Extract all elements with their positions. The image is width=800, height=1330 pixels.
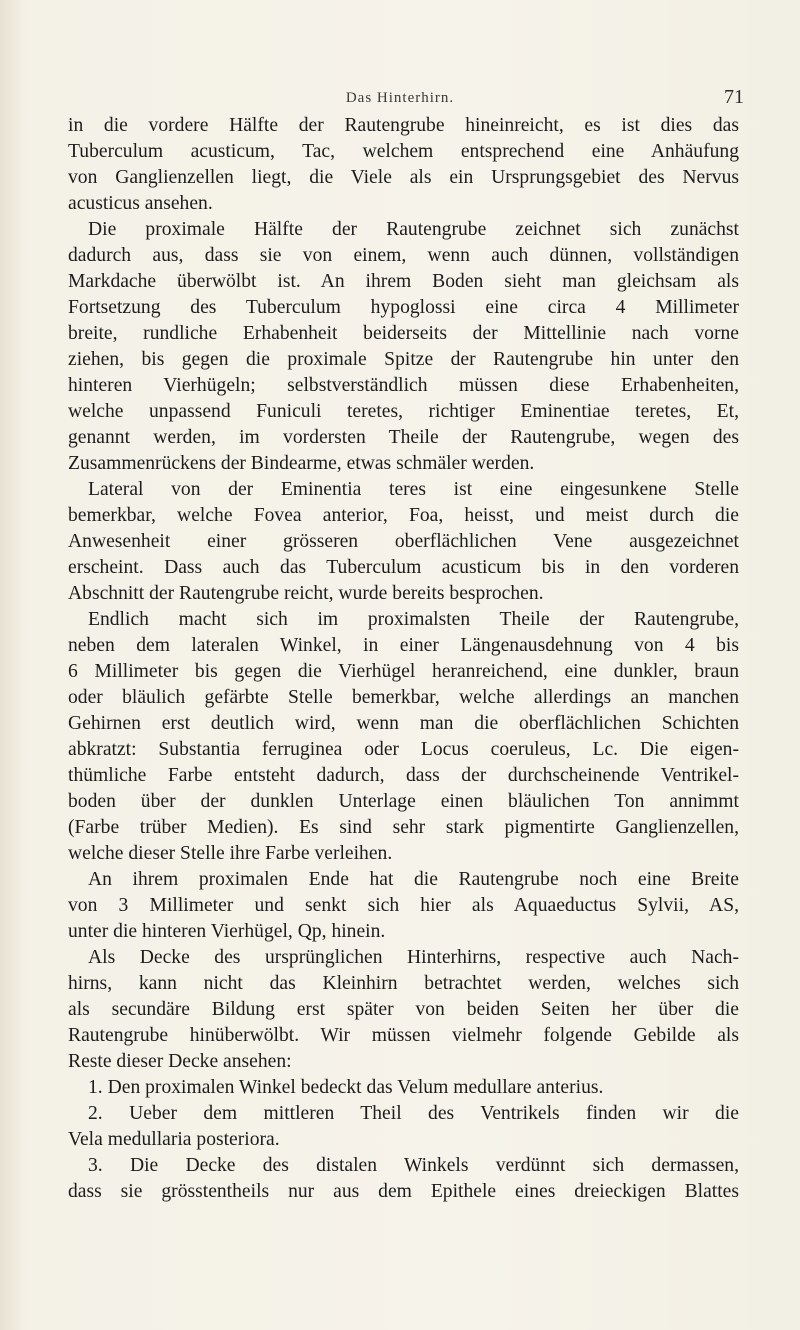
text-line: Zusammenrückens der Bindearme, etwas schmäler werden. [68, 453, 535, 474]
body-text [68, 113, 739, 1205]
text-line: oder bläulich gefärbte Stelle bemerkbar, welche allerdings an manchen [68, 687, 739, 708]
text-line: (Farbe trüber Medien). Es sind sehr stark pigmentirte Ganglienzellen, [68, 817, 739, 838]
text-line: Rautengrube hinüberwölbt. Wir müssen vielmehr folgende Gebilde als [68, 1025, 739, 1046]
text-line: Markdache überwölbt ist. An ihrem Boden sieht man gleichsam als [68, 271, 739, 292]
text-line: 6 Millimeter bis gegen die Vierhügel heranreichend, eine dunkler, braun [68, 661, 739, 682]
text-line: An ihrem proximalen Ende hat die Rautengrube noch eine Breite [88, 869, 739, 890]
text-line: neben dem lateralen Winkel, in einer Längenausdehnung von 4 bis [68, 635, 739, 656]
text-line: bemerkbar, welche Fovea anterior, Foa, heisst, und meist durch die [68, 505, 739, 526]
text-line: ziehen, bis gegen die proximale Spitze der Rautengrube hin unter den [68, 349, 739, 370]
text-line: welche dieser Stelle ihre Farbe verleihen. [68, 843, 393, 864]
text-line: in die vordere Hälfte der Rautengrube hineinreicht, es ist dies das [68, 115, 739, 136]
text-line: 3. Die Decke des distalen Winkels verdünnt sich dermassen, [88, 1155, 739, 1176]
running-title: Das Hinterhirn. [345, 90, 455, 106]
text-line: Vela medullaria posteriora. [68, 1129, 280, 1150]
text-line: von Ganglienzellen liegt, die Viele als ein Ursprungsgebiet des Nervus [68, 167, 739, 188]
text-line: abkratzt: Substantia ferruginea oder Locus coeruleus, Lc. Die eigen- [68, 739, 739, 760]
text-line: Endlich macht sich im proximalsten Theile der Rautengrube, [88, 609, 739, 630]
page-number: 71 [724, 86, 744, 108]
text-line: Gehirnen erst deutlich wird, wenn man die oberflächlichen Schichten [68, 713, 739, 734]
text-line: unter die hinteren Vierhügel, Qp, hinein. [68, 921, 386, 942]
text-line: Fortsetzung des Tuberculum hypoglossi eine circa 4 Millimeter [68, 297, 739, 318]
text-line: erscheint. Dass auch das Tuberculum acusticum bis in den vorderen [68, 557, 739, 578]
text-line: als secundäre Bildung erst später von beiden Seiten her über die [68, 999, 739, 1020]
text-line: von 3 Millimeter und senkt sich hier als Aquaeductus Sylvii, AS, [68, 895, 739, 916]
text-line: 1. Den proximalen Winkel bedeckt das Velum medullare anterius. [88, 1077, 604, 1098]
text-line: welche unpassend Funiculi teretes, richtiger Eminentiae teretes, Et, [68, 401, 739, 422]
text-line: boden über der dunklen Unterlage einen bläulichen Ton annimmt [68, 791, 739, 812]
text-line: hinteren Vierhügeln; selbstverständlich müssen diese Erhabenheiten, [68, 375, 739, 396]
text-line: dadurch aus, dass sie von einem, wenn auch dünnen, vollständigen [68, 245, 739, 266]
text-line: Abschnitt der Rautengrube reicht, wurde bereits besprochen. [68, 583, 544, 604]
text-line: Reste dieser Decke ansehen: [68, 1051, 292, 1072]
text-line: hirns, kann nicht das Kleinhirn betrachtet werden, welches sich [68, 973, 739, 994]
text-line: genannt werden, im vordersten Theile der Rautengrube, wegen des [68, 427, 739, 448]
text-line: Die proximale Hälfte der Rautengrube zeichnet sich zunächst [88, 219, 739, 240]
text-line: Als Decke des ursprünglichen Hinterhirns, respective auch Nach- [88, 947, 739, 968]
text-line: thümliche Farbe entsteht dadurch, dass der durchscheinende Ventrikel- [68, 765, 739, 786]
text-line: Lateral von der Eminentia teres ist eine eingesunkene Stelle [88, 479, 739, 500]
text-line: Tuberculum acusticum, Tac, welchem entsprechend eine Anhäufung [68, 141, 739, 162]
text-line: dass sie grösstentheils nur aus dem Epithele eines dreieckigen Blattes [68, 1181, 739, 1202]
text-line: breite, rundliche Erhabenheit beiderseits der Mittellinie nach vorne [68, 323, 739, 344]
text-line: 2. Ueber dem mittleren Theil des Ventrikels finden wir die [88, 1103, 739, 1124]
text-line: Anwesenheit einer grösseren oberflächlichen Vene ausgezeichnet [68, 531, 739, 552]
page-header [0, 84, 800, 114]
text-line: acusticus ansehen. [68, 193, 213, 214]
